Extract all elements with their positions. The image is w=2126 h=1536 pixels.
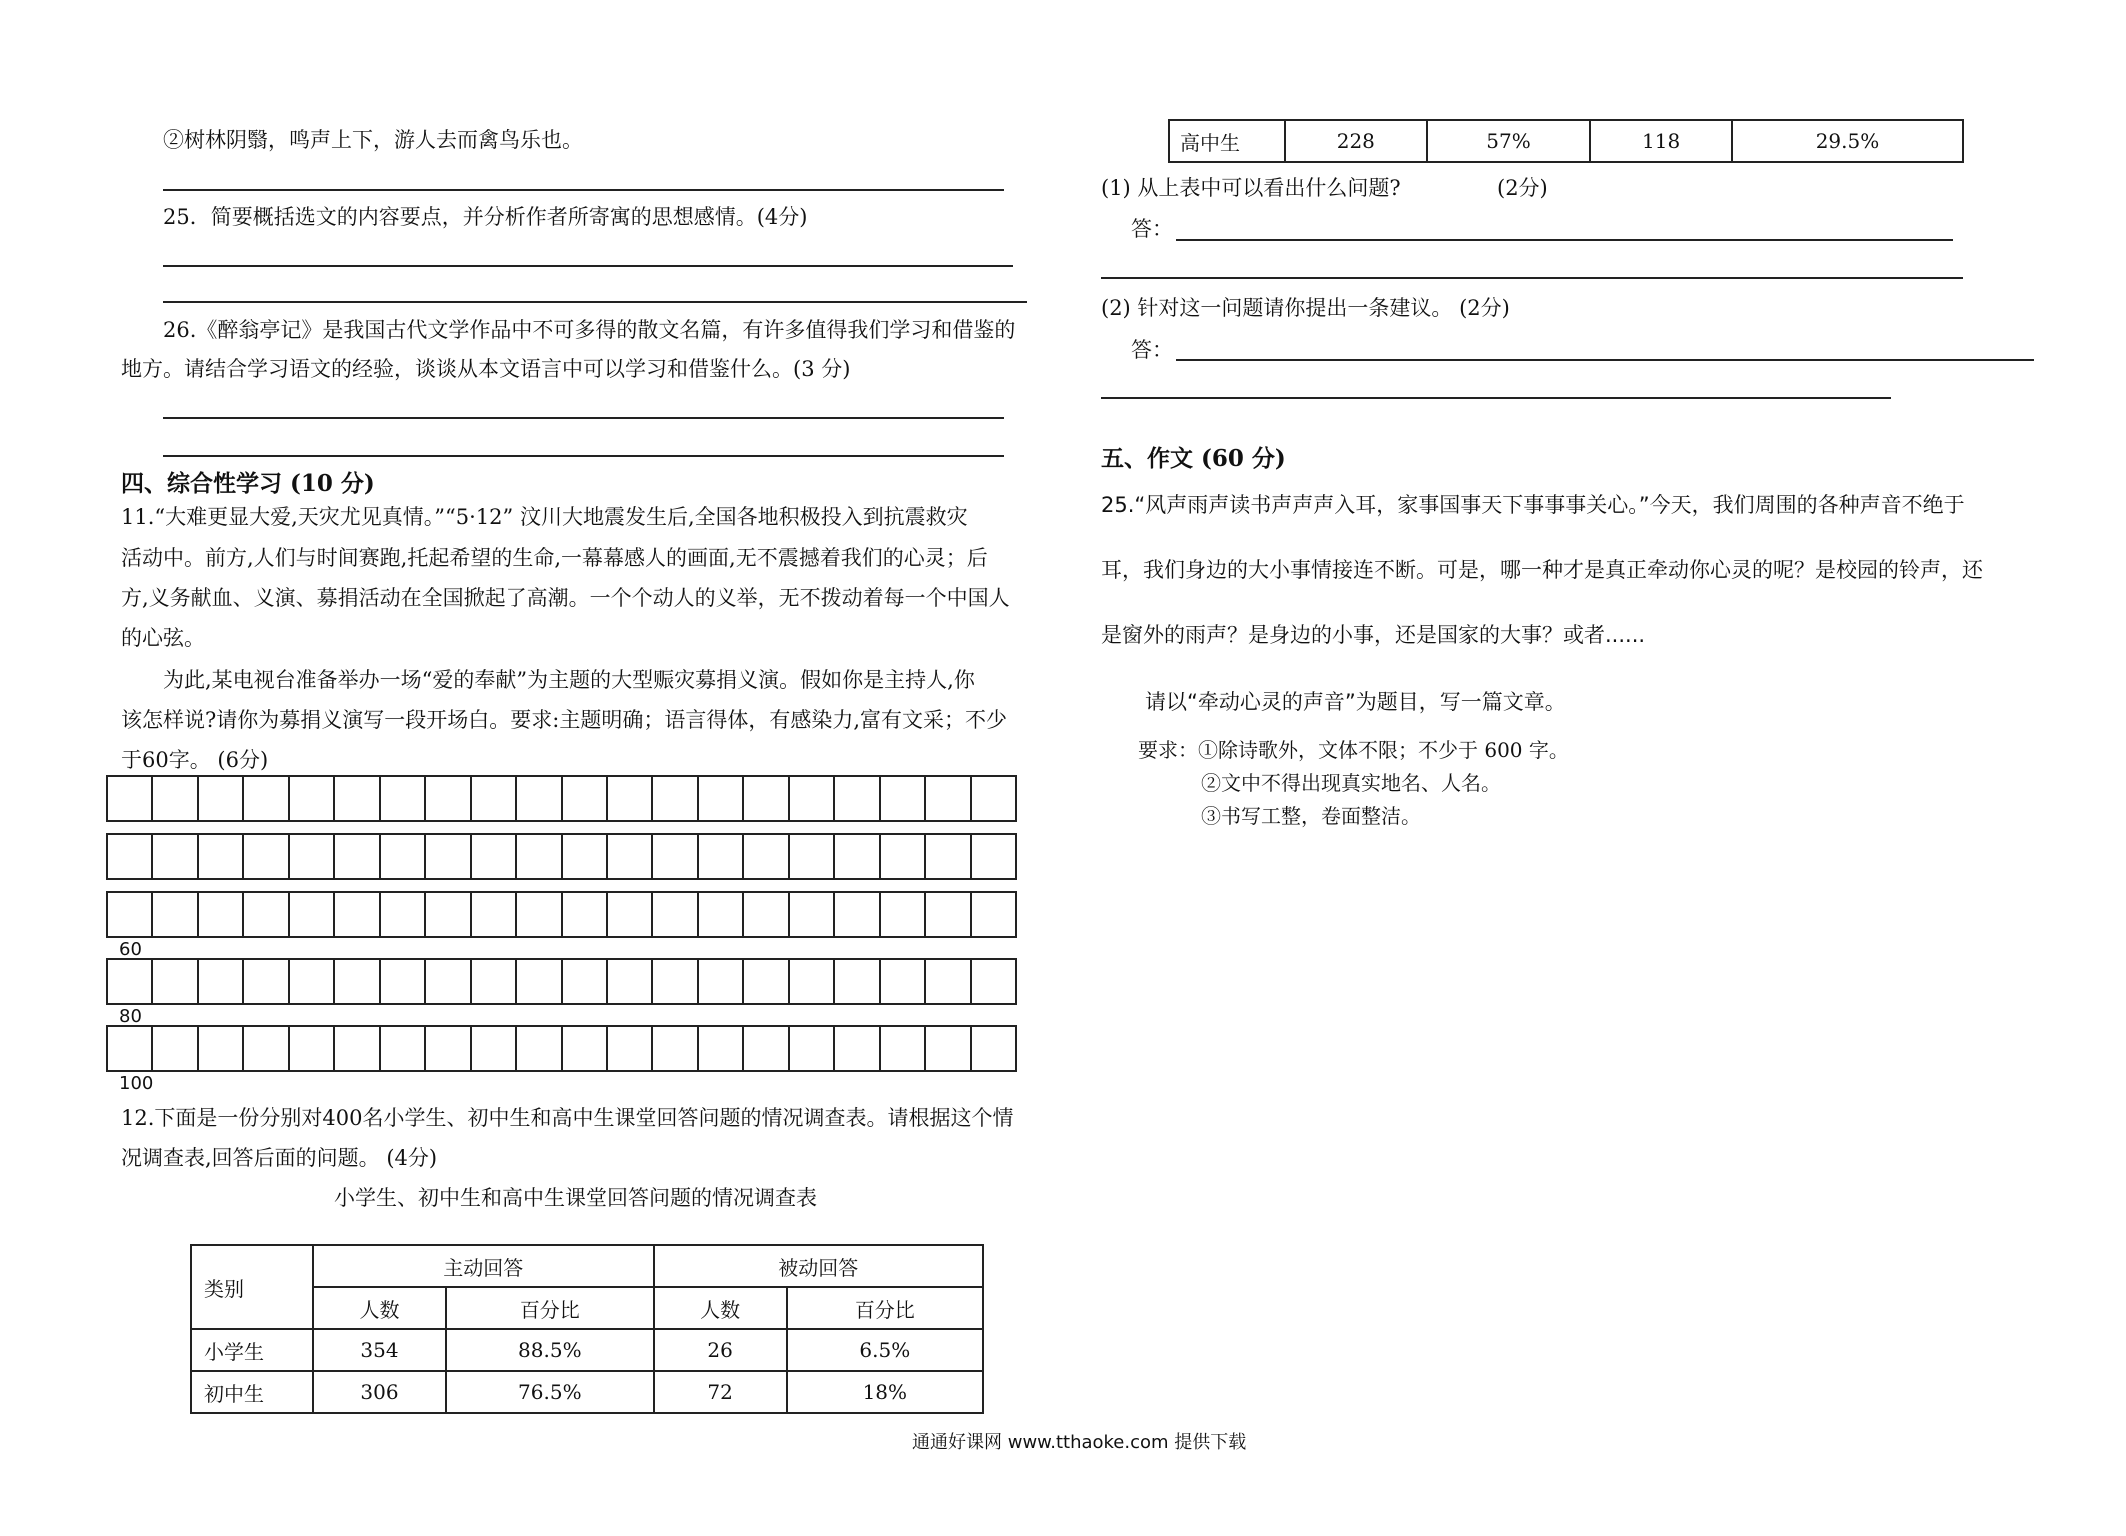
survey-table xyxy=(190,1244,984,1414)
answer-line xyxy=(163,301,1027,303)
q12-sub1-score: (2分) xyxy=(1497,176,1548,200)
answer-line xyxy=(163,265,1013,267)
table-title: 小学生、初中生和高中生课堂回答问题的情况调查表 xyxy=(334,1186,817,1210)
table-cell: 88.5% xyxy=(446,1329,654,1371)
table-row-label: 高中生 xyxy=(1169,120,1285,162)
table-cell: 26 xyxy=(654,1329,787,1371)
q11-line2: 活动中。前方,人们与时间赛跑,托起希望的生命,一幕幕感人的画面,无不震撼着我们的心灵；后 xyxy=(121,546,988,570)
essay-requirement-1: 要求：①除诗歌外，文体不限；不少于 600 字。 xyxy=(1138,738,1569,762)
grid-mark-100: 100 xyxy=(119,1073,154,1094)
essay-requirement-3: ③书写工整，卷面整洁。 xyxy=(1201,804,1421,828)
table-row xyxy=(191,1329,983,1371)
table-row xyxy=(1169,120,1963,162)
table-row-label: 小学生 xyxy=(191,1329,313,1371)
table-cell: 6.5% xyxy=(787,1329,983,1371)
answer-line xyxy=(163,417,1004,419)
q11-line6: 该怎样说?请你为募捐义演写一段开场白。要求:主题明确；语言得体，有感染力,富有文采；不少 xyxy=(121,708,1008,732)
table-subheader: 人数 xyxy=(313,1287,446,1329)
q11-line1: 11.“大难更显大爱,天灾尤见真情。”“5·12” 汶川大地震发生后,全国各地积极投入到抗震救灾 xyxy=(121,505,968,529)
q12-sub2: (2) 针对这一问题请你提出一条建议。 (2分) xyxy=(1101,296,1510,320)
answer-line xyxy=(163,189,1004,191)
q12-line2: 况调查表,回答后面的问题。 (4分) xyxy=(121,1146,438,1170)
table-cell: 228 xyxy=(1285,120,1427,162)
table-subheader: 人数 xyxy=(654,1287,787,1329)
table-subheader: 百分比 xyxy=(446,1287,654,1329)
essay-line1: 25.“风声雨声读书声声声入耳，家事国事天下事事事关心。”今天，我们周围的各种声音不绝于 xyxy=(1101,493,1965,517)
q11-line3: 方,义务献血、义演、募捐活动在全国掀起了高潮。一个个动人的义举，无不拨动着每一个中国人 xyxy=(121,586,1010,610)
footer-source: 通通好课网 www.tthaoke.com 提供下载 xyxy=(912,1432,1247,1453)
table-row xyxy=(191,1371,983,1413)
q12-sub1: (1) 从上表中可以看出什么问题? xyxy=(1101,176,1401,200)
essay-line3: 是窗外的雨声？是身边的小事，还是国家的大事？或者...... xyxy=(1101,623,1646,647)
writing-grid-row[interactable] xyxy=(106,958,1017,1005)
grid-mark-80: 80 xyxy=(119,1006,142,1027)
section4-title: 四、综合性学习 (10 分) xyxy=(121,470,375,497)
answer-line[interactable] xyxy=(1101,277,1963,279)
answer-line[interactable] xyxy=(1101,397,1891,399)
essay-prompt: 请以“牵动心灵的声音”为题目，写一篇文章。 xyxy=(1145,690,1566,714)
section5-title: 五、作文 (60 分) xyxy=(1101,445,1286,472)
table-header-active: 主动回答 xyxy=(313,1245,654,1287)
essay-requirement-2: ②文中不得出现真实地名、人名。 xyxy=(1201,771,1501,795)
q11-line7: 于60字。 (6分) xyxy=(121,748,269,772)
answer-label: 答： xyxy=(1131,338,1173,362)
answer-label: 答： xyxy=(1131,217,1173,241)
q25-text: 25．简要概括选文的内容要点，并分析作者所寄寓的思想感情。(4分) xyxy=(163,205,808,229)
writing-grid-row[interactable] xyxy=(106,775,1017,822)
grid-mark-60: 60 xyxy=(119,939,142,960)
table-cell: 354 xyxy=(313,1329,446,1371)
table-cell: 72 xyxy=(654,1371,787,1413)
answer-line xyxy=(163,455,1004,457)
table-cell: 29.5% xyxy=(1732,120,1963,162)
table-row-label: 初中生 xyxy=(191,1371,313,1413)
table-cell: 306 xyxy=(313,1371,446,1413)
essay-line2: 耳，我们身边的大小事情接连不断。可是，哪一种才是真正牵动你心灵的呢？是校园的铃声，还 xyxy=(1101,558,1983,582)
q12-line1: 12.下面是一份分别对400名小学生、初中生和高中生课堂回答问题的情况调查表。请根据这个情 xyxy=(121,1106,1014,1130)
q26-line2: 地方。请结合学习语文的经验，谈谈从本文语言中可以学习和借鉴什么。(3 分) xyxy=(121,357,851,381)
table-subheader: 百分比 xyxy=(787,1287,983,1329)
writing-grid-row[interactable] xyxy=(106,891,1017,938)
table-cell: 57% xyxy=(1427,120,1591,162)
table-header-passive: 被动回答 xyxy=(654,1245,983,1287)
answer-line[interactable] xyxy=(1176,239,1953,241)
q11-line4: 的心弦。 xyxy=(121,626,205,650)
survey-table-continued xyxy=(1168,119,1964,163)
q24-sentence: ②树林阴翳，鸣声上下，游人去而禽鸟乐也。 xyxy=(163,128,583,152)
q11-line5: 为此,某电视台准备举办一场“爱的奉献”为主题的大型赈灾募捐义演。假如你是主持人,你 xyxy=(163,668,975,692)
writing-grid-row[interactable] xyxy=(106,1025,1017,1072)
q26-line1: 26.《醉翁亭记》是我国古代文学作品中不可多得的散文名篇，有许多值得我们学习和借鉴的 xyxy=(163,318,1016,342)
answer-line[interactable] xyxy=(1176,359,2034,361)
table-cell: 18% xyxy=(787,1371,983,1413)
writing-grid-row[interactable] xyxy=(106,833,1017,880)
table-cell: 76.5% xyxy=(446,1371,654,1413)
table-header-category: 类别 xyxy=(191,1245,313,1329)
table-cell: 118 xyxy=(1590,120,1732,162)
